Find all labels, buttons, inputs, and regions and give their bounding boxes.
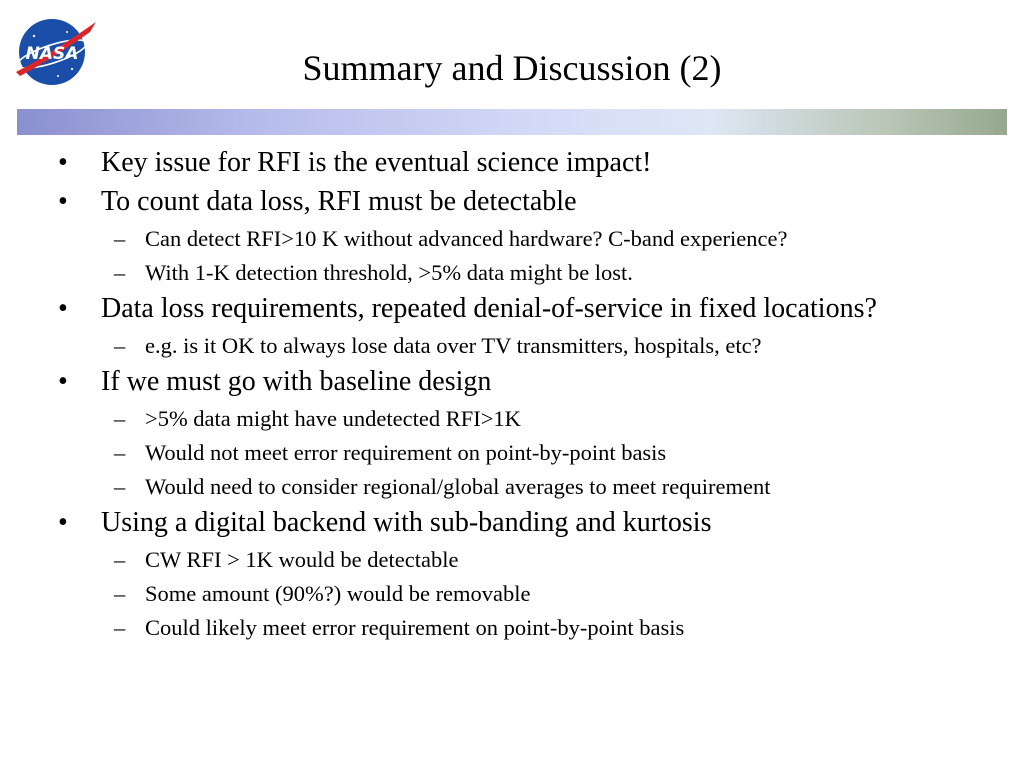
dash-icon: – [114, 547, 126, 572]
bullet-icon: • [58, 186, 68, 217]
sub-bullet-text: Would not meet error requirement on point-by-point basis [145, 440, 667, 465]
bullet-icon: • [58, 366, 68, 397]
bullet-item [0, 293, 1024, 325]
bullet-text: To count data loss, RFI must be detectable [101, 186, 577, 217]
sub-bullet-text: Could likely meet error requirement on point-by-point basis [145, 615, 685, 640]
bullet-item [0, 186, 1024, 218]
bullet-item [0, 366, 1024, 398]
sub-bullet-text: Some amount (90%?) would be removable [145, 581, 531, 606]
dash-icon: – [114, 581, 126, 606]
bullet-text: If we must go with baseline design [101, 366, 492, 397]
dash-icon: – [114, 440, 126, 465]
dash-icon: – [114, 333, 126, 358]
bullet-text: Using a digital backend with sub-banding and kurtosis [101, 507, 712, 538]
sub-bullet-item [0, 439, 1024, 466]
sub-bullet-text: e.g. is it OK to always lose data over TV transmitters, hospitals, etc? [145, 333, 762, 358]
title-divider-bar [17, 109, 1007, 135]
dash-icon: – [114, 615, 126, 640]
bullet-item [0, 507, 1024, 539]
dash-icon: – [114, 226, 126, 251]
bullet-icon: • [58, 293, 68, 324]
nasa-logo-text: NASA [25, 44, 79, 64]
sub-bullet-item [0, 405, 1024, 432]
bullet-list [0, 140, 1024, 641]
sub-bullet-text: Would need to consider regional/global averages to meet requirement [145, 474, 771, 499]
sub-bullet-item [0, 259, 1024, 286]
bullet-icon: • [58, 507, 68, 538]
bullet-item [0, 147, 1024, 179]
bullet-icon: • [58, 147, 68, 178]
dash-icon: – [114, 260, 126, 285]
sub-bullet-item [0, 580, 1024, 607]
dash-icon: – [114, 474, 126, 499]
sub-bullet-text: CW RFI > 1K would be detectable [145, 547, 459, 572]
sub-bullet-item [0, 473, 1024, 500]
bullet-text: Data loss requirements, repeated denial-of-service in fixed locations? [101, 293, 877, 324]
dash-icon: – [114, 406, 126, 431]
sub-bullet-text: >5% data might have undetected RFI>1K [145, 406, 521, 431]
sub-bullet-item [0, 332, 1024, 359]
sub-bullet-text: With 1-K detection threshold, >5% data might be lost. [145, 260, 633, 285]
sub-bullet-text: Can detect RFI>10 K without advanced hardware? C-band experience? [145, 226, 788, 251]
sub-bullet-item [0, 546, 1024, 573]
sub-bullet-item [0, 614, 1024, 641]
bullet-text: Key issue for RFI is the eventual science impact! [101, 147, 652, 178]
sub-bullet-item [0, 225, 1024, 252]
slide-title: Summary and Discussion (2) [302, 48, 722, 88]
